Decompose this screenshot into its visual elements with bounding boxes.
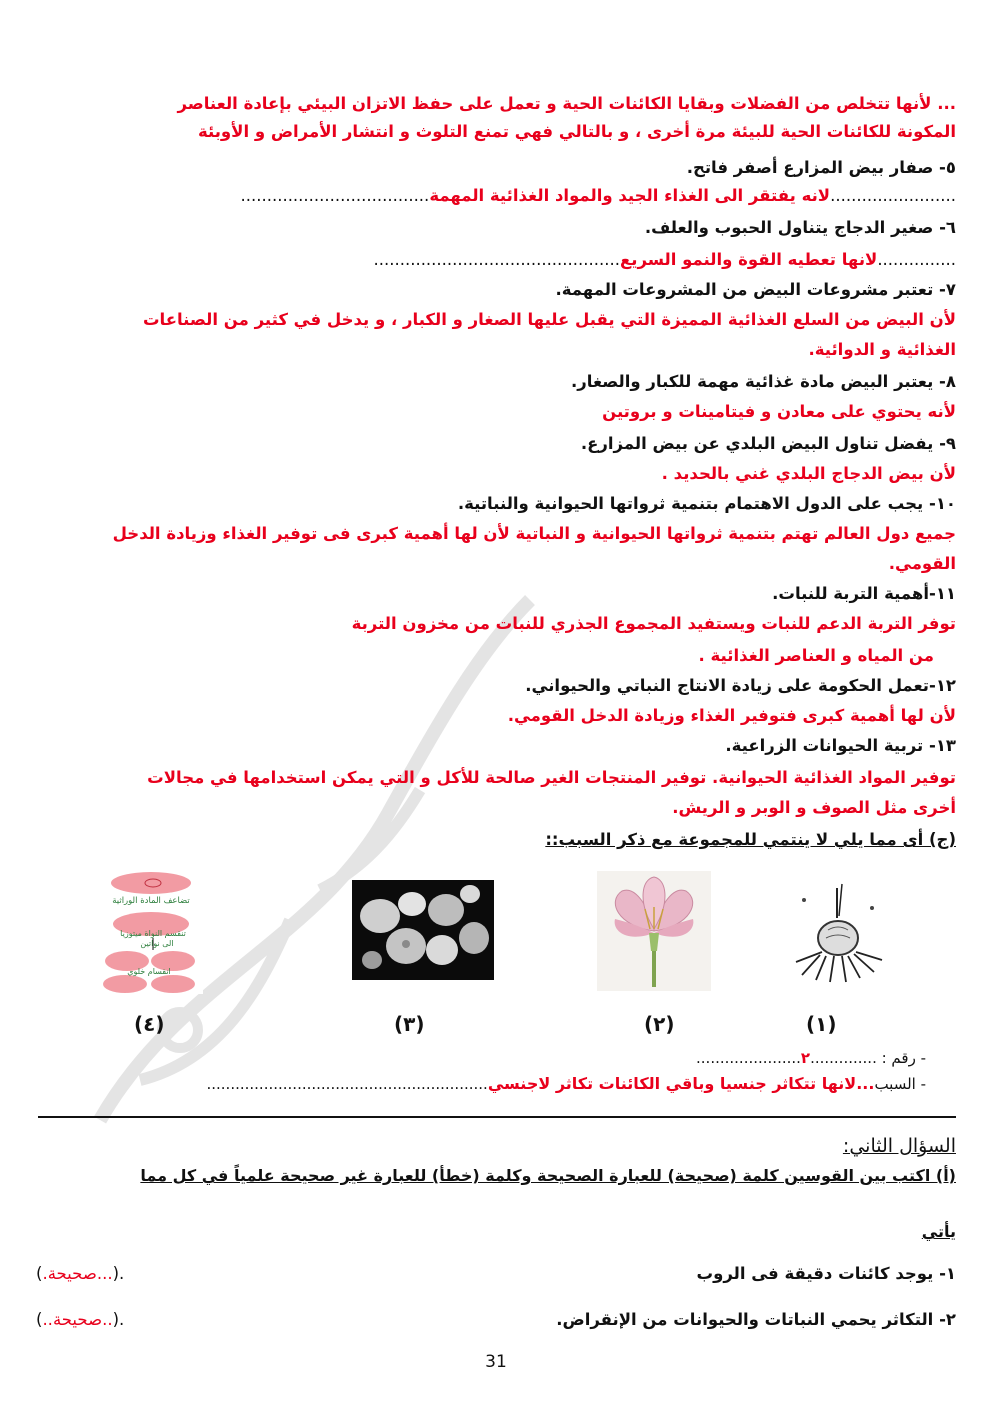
- bracket: (: [36, 1264, 43, 1283]
- cell-division-diagram: [93, 870, 203, 994]
- answer-11b: من المياه و العناصر الغذائية .: [698, 646, 934, 665]
- section-2-instructions: (أ) اكتب بين القوسين كلمة (صحيحة) للعبارة الصحيحة وكلمة (خطأ) للعبارة غير صحيحة علمياً في كل مما: [140, 1166, 956, 1185]
- answer-line: المكونة للكائنات الحية للبيئة مرة أخرى ، و بالتالي فهي تمنع التلوث و انتشار الأمراض و الأوبئة: [197, 122, 956, 141]
- statement-1: [36, 1262, 956, 1286]
- figure-label-3: (٣): [394, 1012, 425, 1036]
- onion-bulb-image: [782, 880, 892, 985]
- dots: ...............: [877, 250, 956, 269]
- answer-reason-suffix: ...........................................................: [206, 1075, 488, 1093]
- answer-number-value: ٢: [800, 1049, 811, 1067]
- answer-6: [36, 248, 956, 272]
- diagram-label: انقسام خلوي: [127, 967, 171, 976]
- answer-13a: توفير المواد الغذائية الحيوانية. توفير المنتجات الغير صالحة للأكل و التي يمكن استخدامها في مجالات: [147, 768, 956, 787]
- section-2-instructions-cont: يأتي: [921, 1222, 956, 1241]
- part-c-heading: (ج) أى مما يلي لا ينتمي للمجموعة مع ذكر السبب::: [545, 830, 956, 849]
- figure-label-1: (١): [806, 1012, 837, 1036]
- answer-8: لأنه يحتوي على معادن و فيتامينات و بروتين: [602, 402, 956, 421]
- answer-7a: لأن البيض من السلع الغذائية المميزة التي يقبل عليها الصغار و الكبار ، و يدخل في كثير من الصناعات: [142, 310, 956, 329]
- answer-number-prefix: - رقم : ..............: [810, 1049, 926, 1067]
- section-2-title: السؤال الثاني:: [842, 1135, 956, 1157]
- dots: ....................................: [240, 186, 430, 205]
- dots: ...............................................: [373, 250, 620, 269]
- answer-5-text: لانه يفتقر الى الغذاء الجيد والمواد الغذائية المهمة: [429, 186, 831, 205]
- statement-1-text: ١- يوجد كائنات دقيقة فى الروب: [696, 1264, 956, 1283]
- statement-2-answer: [36, 1308, 124, 1332]
- question-13: ١٣- تربية الحيوانات الزراعية.: [725, 736, 956, 755]
- question-10: ١٠- يجب على الدول الاهتمام بتنمية ثرواتها الحيوانية والنباتية.: [457, 494, 956, 513]
- answer-7b: الغذائية و الدوائية.: [808, 340, 956, 359]
- statement-2: [36, 1308, 956, 1332]
- question-8: ٨- يعتبر البيض مادة غذائية مهمة للكبار والصغار.: [570, 372, 956, 391]
- statement-1-answer: [36, 1262, 124, 1286]
- figure-label-2: (٢): [644, 1012, 675, 1036]
- answer-10a: جميع دول العالم تهتم بتنمية ثرواتها الحيوانية و النباتية لأن لها أهمية كبرى فى توفير الغذاء وزيادة الدخل: [112, 524, 956, 543]
- diagram-label: الى نواتين: [140, 939, 174, 948]
- answer-13b: أخرى مثل الصوف و الوبر و الريش.: [672, 798, 956, 817]
- answer-reason-prefix: - السبب: [874, 1075, 926, 1093]
- question-9: ٩- يفضل تناول البيض البلدي عن بيض المزارع.: [580, 434, 956, 453]
- question-12: ١٢-تعمل الحكومة على زيادة الانتاج النباتي والحيواني.: [525, 676, 956, 695]
- yeast-micrograph-image: [352, 880, 494, 980]
- page-number: 31: [485, 1352, 507, 1372]
- section-divider: [38, 1116, 956, 1118]
- figure-label-4: (٤): [134, 1012, 165, 1036]
- dots: ........................: [830, 186, 956, 205]
- answer-6-text: لانها تعطيه القوة والنمو السريع: [620, 250, 878, 269]
- answer-reason-line: [36, 1072, 926, 1096]
- answer-text: .صحيحة...: [42, 1264, 113, 1283]
- bracket: ).: [112, 1264, 125, 1283]
- answer-5: [36, 184, 956, 208]
- answer-line: ... لأنها تتخلص من الفضلات وبقايا الكائنات الحية و تعمل على حفظ الاتزان البيئي بإعادة العناصر: [177, 94, 956, 113]
- answer-reason-value: ...لانها تتكاثر جنسيا وباقي الكائنات تكاثر لاجنسي: [487, 1074, 875, 1093]
- question-11: ١١-أهمية التربة للنبات.: [772, 584, 956, 603]
- question-5: ٥- صفار بيض المزارع أصفر فاتح.: [686, 158, 956, 177]
- question-6: ٦- صغير الدجاج يتناول الحبوب والعلف.: [644, 218, 956, 237]
- statement-2-text: ٢- التكاثر يحمي النباتات والحيوانات من الإنقراض.: [556, 1310, 956, 1329]
- diagram-label: تنقسم النواة ميتوزيا: [120, 929, 186, 938]
- diagram-label: تضاعف المادة الوراثية: [112, 896, 190, 906]
- question-7: ٧- تعتبر مشروعات البيض من المشروعات المهمة.: [555, 280, 956, 299]
- answer-11a: توفر التربة الدعم للنبات ويستفيد المجموع الجذري للنبات من مخزون التربة: [351, 614, 956, 633]
- flower-image: [597, 871, 711, 991]
- answer-10b: القومي.: [888, 554, 956, 573]
- answer-text: ..صحيحة..: [42, 1310, 113, 1329]
- answer-12: لأن لها أهمية كبرى فتوفير الغذاء وزيادة الدخل القومي.: [507, 706, 956, 725]
- bracket: ).: [112, 1310, 125, 1329]
- answer-9: لأن بيض الدجاج البلدي غني بالحديد .: [661, 464, 956, 483]
- answer-number-suffix: ......................: [696, 1049, 801, 1067]
- answer-number-line: [36, 1046, 926, 1070]
- bracket: (: [36, 1310, 43, 1329]
